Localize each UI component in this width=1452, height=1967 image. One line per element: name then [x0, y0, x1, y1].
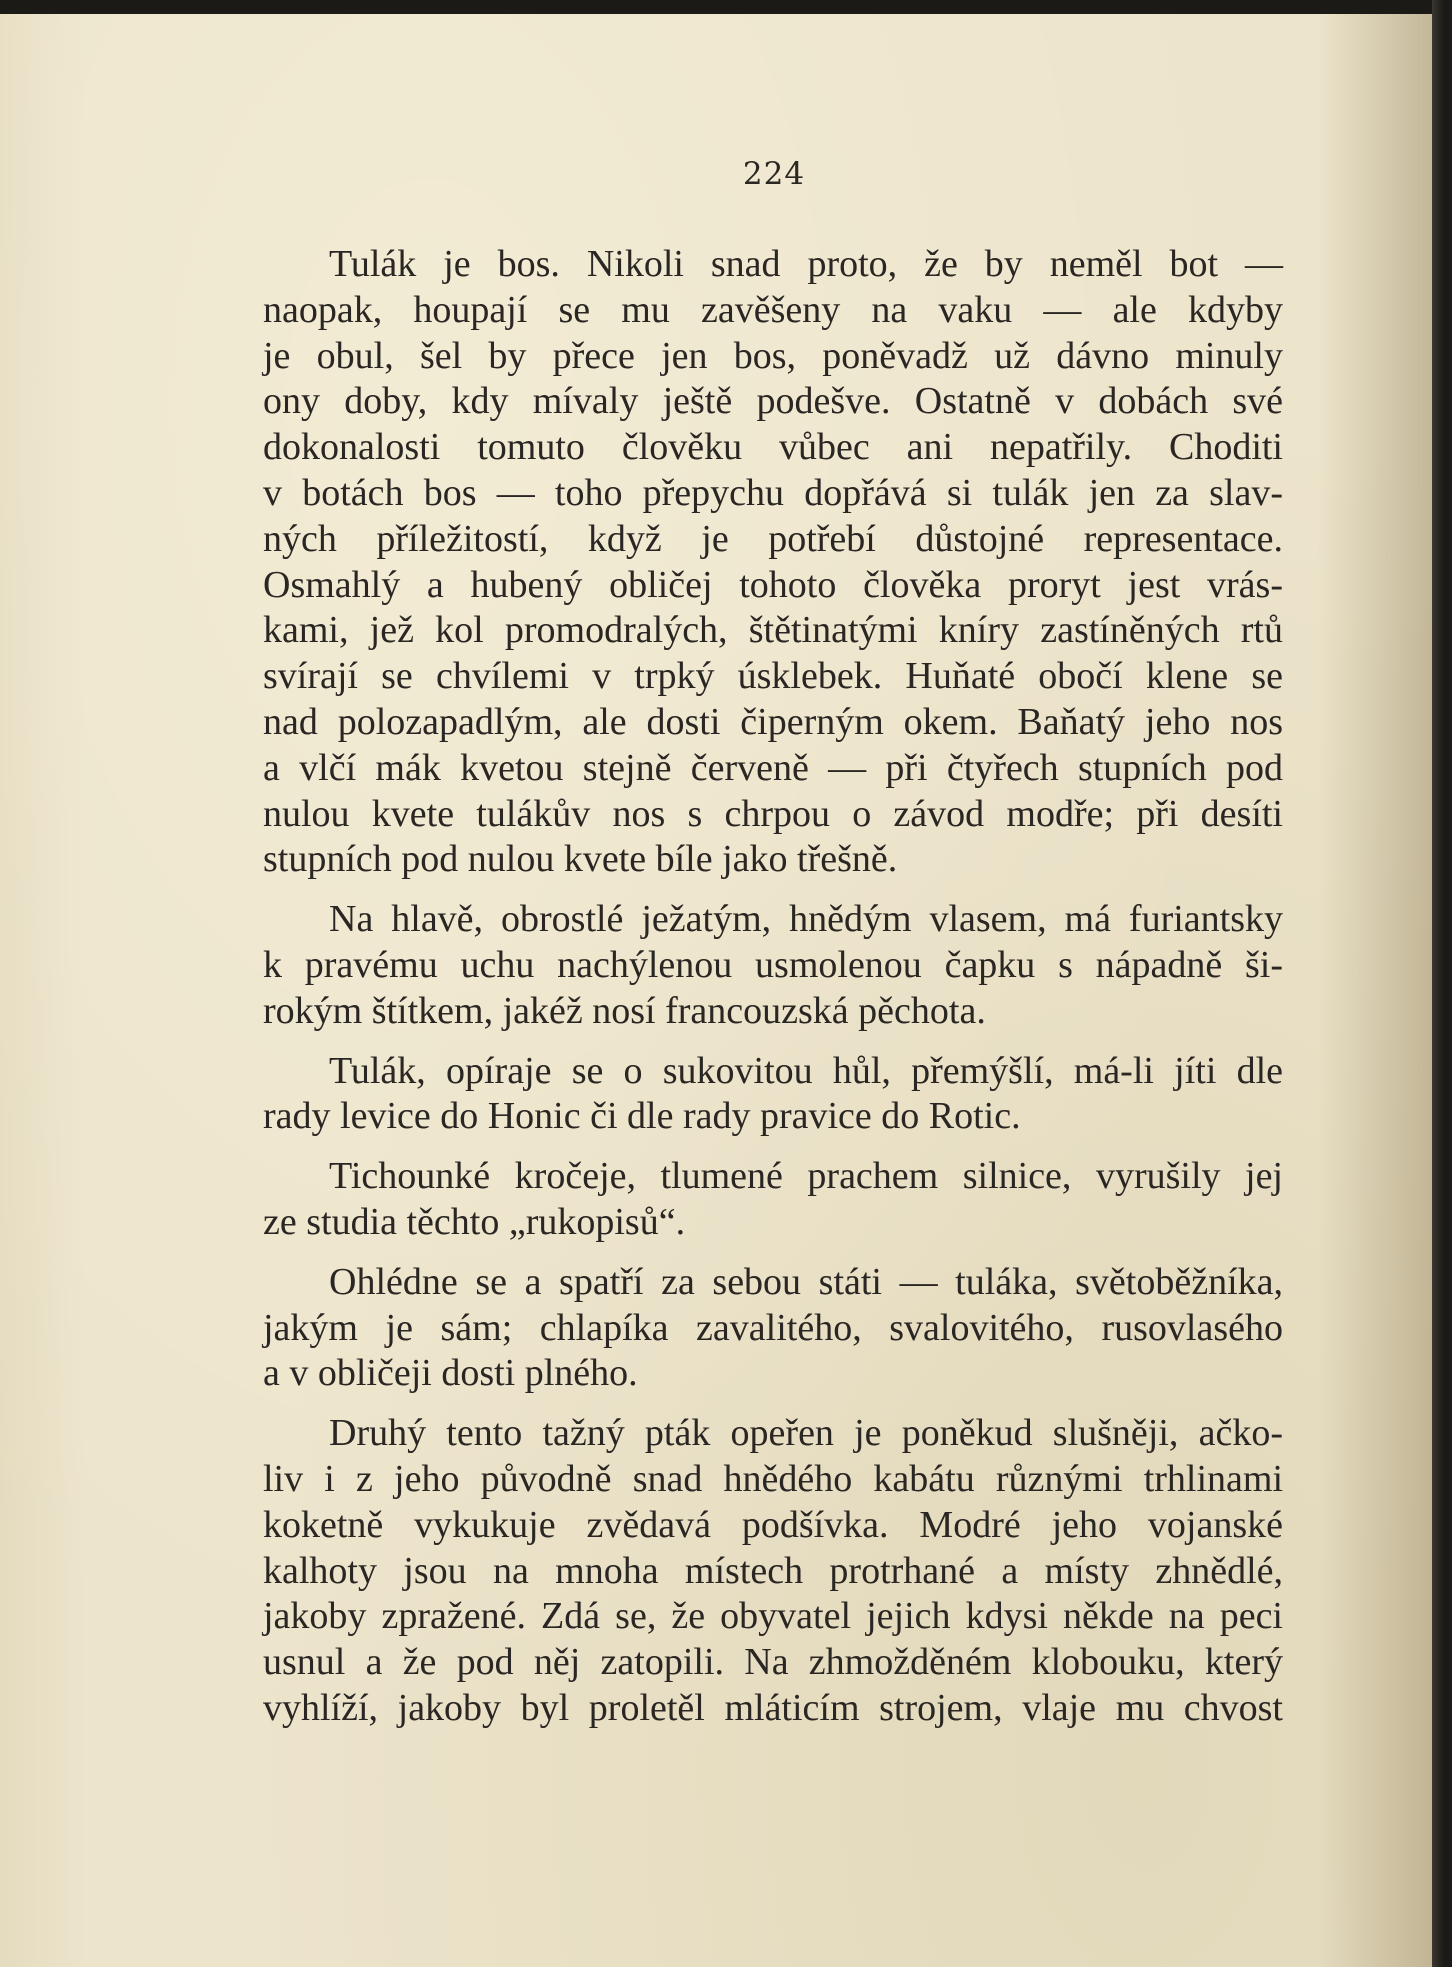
text-line: svírají se chvílemi v trpký úsklebek. Huňaté obočí klene se — [263, 655, 1283, 698]
text-line: Ohlédne se a spatří za sebou státi — tuláka, světoběžníka, — [329, 1260, 1283, 1303]
paragraph-4 — [263, 1154, 1283, 1246]
text-line: dokonalosti tomuto člověku vůbec ani nepatřily. Choditi — [263, 426, 1283, 469]
text-line: a vlčí mák kvetou stejně červeně — při čtyřech stupních pod — [263, 746, 1283, 789]
paragraph-3 — [263, 1049, 1283, 1141]
text-line: kami, jež kol promodralých, štětinatými kníry zastíněných rtů — [263, 609, 1283, 652]
book-page — [0, 14, 1432, 1967]
text-line: naopak, houpají se mu zavěšeny na vaku — ale kdyby — [263, 288, 1283, 331]
text-line: ze studia těchto „rukopisů“. — [263, 1200, 686, 1243]
text-line: liv i z jeho původně snad hnědého kabátu různými trhlinami — [263, 1457, 1283, 1500]
paragraph-6 — [263, 1411, 1283, 1732]
text-line: nad polozapadlým, ale dosti čiperným okem. Baňatý jeho nos — [263, 700, 1283, 743]
text-line: jakoby zpražené. Zdá se, že obyvatel jejich kdysi někde na peci — [263, 1595, 1283, 1638]
paragraph-5 — [263, 1260, 1283, 1397]
text-line: Tulák, opíraje se o sukovitou hůl, přemýšlí, má-li jíti dle — [329, 1049, 1283, 1092]
paragraph-1 — [263, 242, 1283, 883]
text-line: Osmahlý a hubený obličej tohoto člověka proryt jest vrás- — [263, 563, 1283, 606]
text-line: jakým je sám; chlapíka zavalitého, svalovitého, rusovlasého — [263, 1306, 1283, 1349]
text-line: ných příležitostí, když je potřebí důstojné representace. — [263, 517, 1283, 560]
paragraph-2 — [263, 897, 1283, 1034]
text-line: k pravému uchu nachýlenou usmolenou čapku s nápadně ši- — [263, 943, 1283, 986]
text-line: Tichounké kročeje, tlumené prachem silnice, vyrušily jej — [329, 1155, 1283, 1198]
text-line: v botách bos — toho přepychu dopřává si tulák jen za slav- — [263, 471, 1283, 514]
page-number: 224 — [742, 156, 806, 192]
text-line: vyhlíží, jakoby byl proletěl mláticím strojem, vlaje mu chvost — [263, 1686, 1283, 1729]
body-text — [263, 242, 1283, 1746]
text-line: je obul, šel by přece jen bos, poněvadž už dávno minuly — [263, 334, 1283, 377]
text-line: usnul a že pod něj zatopili. Na zhmožděném klobouku, který — [263, 1641, 1283, 1684]
text-line: rokým štítkem, jakéž nosí francouzská pěchota. — [263, 989, 986, 1032]
text-line: Tulák je bos. Nikoli snad proto, že by neměl bot — — [329, 243, 1283, 285]
book-spine-shadow — [1432, 0, 1452, 1967]
text-line: koketně vykukuje zvědavá podšívka. Modré jeho vojanské — [263, 1503, 1283, 1546]
text-line: Druhý tento tažný pták opeřen je poněkud slušněji, ačko- — [329, 1412, 1283, 1455]
text-line: a v obličeji dosti plného. — [263, 1352, 638, 1395]
text-line: rady levice do Honic či dle rady pravice do Rotic. — [263, 1095, 1021, 1138]
text-line: kalhoty jsou na mnoha místech protrhané a místy zhnědlé, — [263, 1549, 1283, 1592]
text-line: Na hlavě, obrostlé ježatým, hnědým vlasem, má furiantsky — [329, 898, 1283, 941]
text-line: stupních pod nulou kvete bíle jako třešně. — [263, 838, 898, 881]
text-line: nulou kvete tulákův nos s chrpou o závod modře; při desíti — [263, 792, 1283, 835]
text-line: ony doby, kdy mívaly ještě podešve. Ostatně v dobách své — [263, 380, 1283, 423]
